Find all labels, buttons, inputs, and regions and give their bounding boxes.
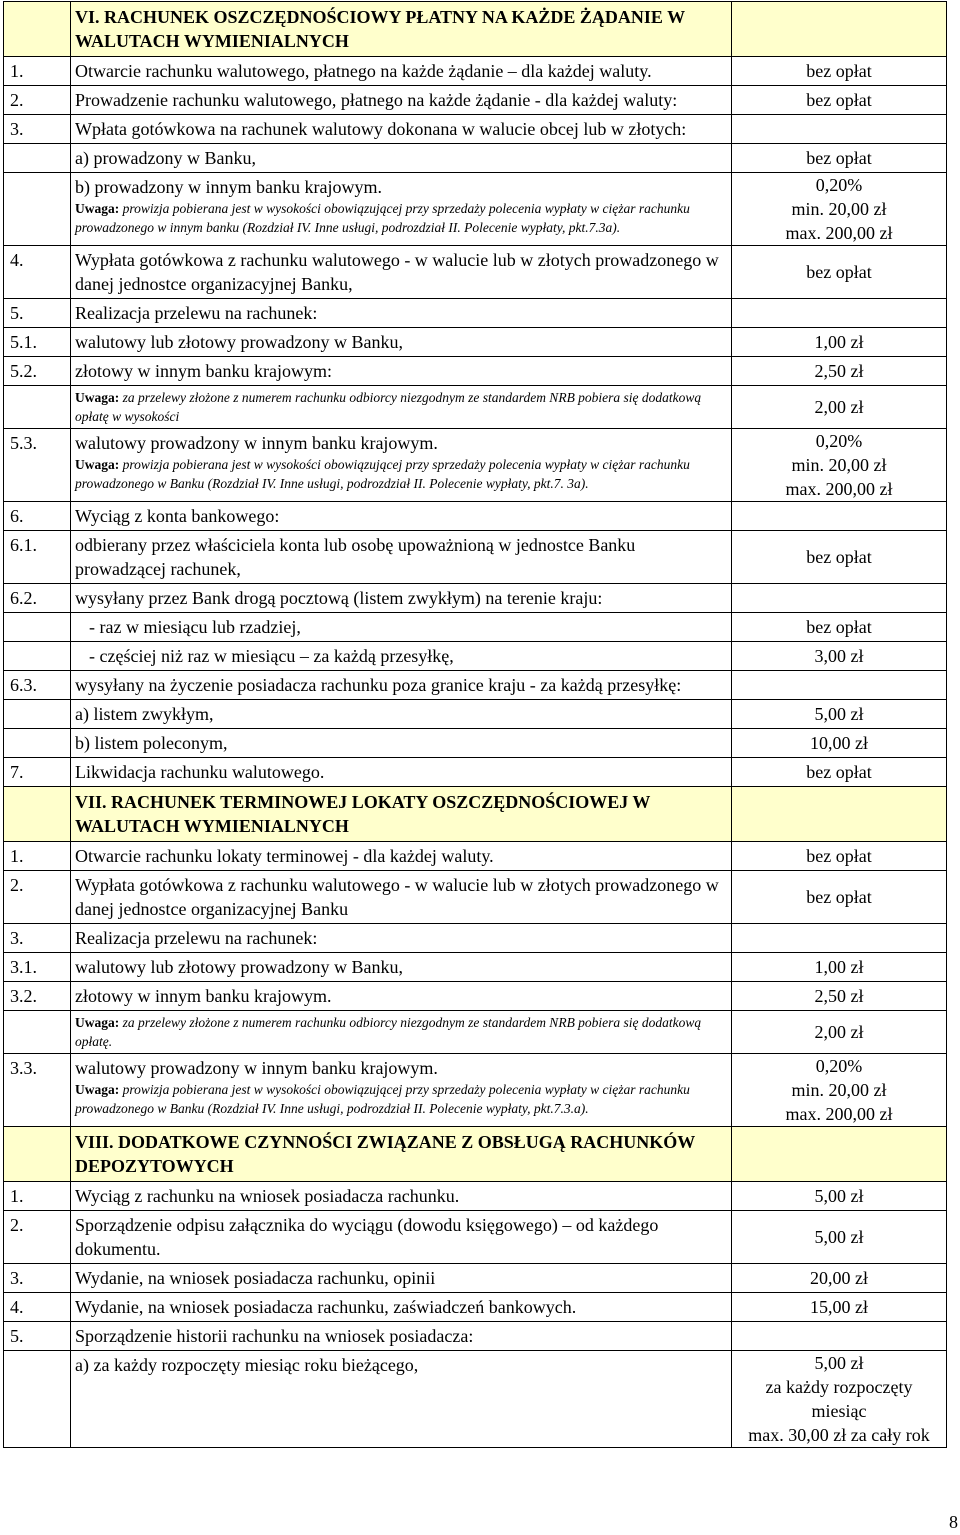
row-fee: [732, 787, 947, 842]
note-label: Uwaga:: [75, 1082, 120, 1097]
table-row: [4, 57, 947, 86]
table-row: [4, 982, 947, 1011]
row-number: 6.1.: [4, 531, 71, 584]
row-description: [71, 758, 732, 787]
fee-line: bez opłat: [806, 846, 872, 866]
table-row: [4, 1182, 947, 1211]
row-description: [71, 871, 732, 924]
row-number: 7.: [4, 758, 71, 787]
row-description: [71, 1182, 732, 1211]
row-fee: [732, 328, 947, 357]
table-row: [4, 531, 947, 584]
row-description: [71, 1264, 732, 1293]
row-fee: [732, 246, 947, 299]
row-fee: [732, 700, 947, 729]
note-body: za przelewy złożone z numerem rachunku odbiorcy niezgodnym ze standardem NRB pobiera się dodatkową opłatę w wysokości: [75, 390, 702, 424]
row-number: 5.: [4, 299, 71, 328]
row-number: 3.1.: [4, 953, 71, 982]
row-number: [4, 613, 71, 642]
description-text: walutowy lub złotowy prowadzony w Banku,: [75, 957, 403, 977]
row-description: [71, 173, 732, 246]
fee-line: max. 200,00 zł: [785, 223, 893, 243]
row-number: 2.: [4, 86, 71, 115]
fee-line: 0,20%: [815, 431, 863, 451]
row-number: 5.2.: [4, 357, 71, 386]
row-description: [71, 115, 732, 144]
table-row: [4, 299, 947, 328]
row-fee: [732, 953, 947, 982]
row-fee: [732, 1011, 947, 1054]
row-fee: [732, 357, 947, 386]
row-description: [71, 299, 732, 328]
row-description: [71, 531, 732, 584]
fee-line: 5,00 zł: [814, 1186, 864, 1206]
description-text: Sporządzenie historii rachunku na wniosek posiadacza:: [75, 1326, 474, 1346]
row-description: [71, 328, 732, 357]
row-fee: [732, 758, 947, 787]
fee-line: za każdy rozpoczęty miesiąc: [765, 1377, 913, 1421]
row-fee: [732, 729, 947, 758]
table-row: [4, 1054, 947, 1127]
table-row: [4, 1351, 947, 1448]
row-fee: [732, 173, 947, 246]
table-row: [4, 1293, 947, 1322]
description-text: - raz w miesiącu lub rzadziej,: [89, 617, 301, 637]
row-fee: [732, 299, 947, 328]
description-text: VII. RACHUNEK TERMINOWEJ LOKATY OSZCZĘDNOŚCIOWEJ W WALUTACH WYMIENIALNYCH: [75, 792, 651, 836]
row-description: [71, 842, 732, 871]
table-row: [4, 729, 947, 758]
note-label: Uwaga:: [75, 1015, 120, 1030]
row-number: 2.: [4, 871, 71, 924]
row-number: 1.: [4, 1182, 71, 1211]
row-number: 6.2.: [4, 584, 71, 613]
row-description: [71, 700, 732, 729]
row-number: [4, 700, 71, 729]
row-fee: [732, 57, 947, 86]
note-body: prowizja pobierana jest w wysokości obowiązującej przy sprzedaży polecenia wypłaty w ciężar rachunku prowadzonego w innym banku (Rozdział IV. Inne usługi, podrozdział II. Polecenie wypłaty, pkt.7.3a).: [75, 201, 690, 235]
fee-line: 1,00 zł: [814, 332, 864, 352]
row-number: 6.3.: [4, 671, 71, 700]
table-row: [4, 1011, 947, 1054]
row-fee: [732, 502, 947, 531]
row-number: [4, 1011, 71, 1054]
description-text: Realizacja przelewu na rachunek:: [75, 303, 318, 323]
note-label: Uwaga:: [75, 201, 120, 216]
row-description: [71, 671, 732, 700]
row-description: [71, 953, 732, 982]
description-text: Wydanie, na wniosek posiadacza rachunku, zaświadczeń bankowych.: [75, 1297, 577, 1317]
description-text: walutowy prowadzony w innym banku krajowym.: [75, 1058, 438, 1078]
row-number: 3.: [4, 1264, 71, 1293]
table-row: [4, 613, 947, 642]
description-text: VIII. DODATKOWE CZYNNOŚCI ZWIĄZANE Z OBSŁUGĄ RACHUNKÓW DEPOZYTOWYCH: [75, 1132, 695, 1176]
description-text: walutowy lub złotowy prowadzony w Banku,: [75, 332, 403, 352]
row-fee: [732, 115, 947, 144]
fee-line: 1,00 zł: [814, 957, 864, 977]
description-text: Wypłata gotówkowa z rachunku walutowego - w walucie lub w złotych prowadzonego w danej jednostce organizacyjnej Banku,: [75, 250, 719, 294]
row-number: [4, 1351, 71, 1448]
row-number: [4, 386, 71, 429]
section-title: [71, 1127, 732, 1182]
description-text: a) za każdy rozpoczęty miesiąc roku bieżącego,: [75, 1355, 419, 1375]
description-text: Wyciąg z konta bankowego:: [75, 506, 280, 526]
row-number: 2.: [4, 1211, 71, 1264]
row-description: [71, 982, 732, 1011]
description-text: b) prowadzony w innym banku krajowym.: [75, 177, 382, 197]
fee-line: 2,50 zł: [814, 986, 864, 1006]
table-row: [4, 1211, 947, 1264]
description-text: Prowadzenie rachunku walutowego, płatnego na każde żądanie - dla każdej waluty:: [75, 90, 678, 110]
row-fee: [732, 871, 947, 924]
table-row: [4, 429, 947, 502]
row-number: [4, 144, 71, 173]
row-description: [71, 502, 732, 531]
fee-line: max. 200,00 zł: [785, 1104, 893, 1124]
table-row: [4, 115, 947, 144]
fee-line: bez opłat: [806, 762, 872, 782]
row-number: 4.: [4, 1293, 71, 1322]
table-row: [4, 328, 947, 357]
fee-line: bez opłat: [806, 617, 872, 637]
row-fee: [732, 386, 947, 429]
section-title: [71, 2, 732, 57]
description-text: Wpłata gotówkowa na rachunek walutowy dokonana w walucie obcej lub w złotych:: [75, 119, 687, 139]
row-fee: [732, 2, 947, 57]
row-description: [71, 429, 732, 502]
table-row: [4, 246, 947, 299]
table-row: [4, 386, 947, 429]
note-label: Uwaga:: [75, 390, 120, 405]
row-number: [4, 729, 71, 758]
row-description: [71, 642, 732, 671]
table-row: [4, 671, 947, 700]
row-number: 3.: [4, 115, 71, 144]
fee-line: 0,20%: [815, 175, 863, 195]
note-text: [75, 455, 727, 493]
description-text: a) prowadzony w Banku,: [75, 148, 256, 168]
description-text: Wyciąg z rachunku na wniosek posiadacza rachunku.: [75, 1186, 460, 1206]
description-text: Wydanie, na wniosek posiadacza rachunku, opinii: [75, 1268, 436, 1288]
row-fee: [732, 982, 947, 1011]
fee-line: min. 20,00 zł: [791, 199, 887, 219]
note-text: [75, 388, 727, 426]
fee-line: bez opłat: [806, 547, 872, 567]
table-row: [4, 173, 947, 246]
fee-line: bez opłat: [806, 148, 872, 168]
row-fee: [732, 1054, 947, 1127]
row-fee: [732, 924, 947, 953]
description-text: Sporządzenie odpisu załącznika do wyciągu (dowodu księgowego) – od każdego dokumentu.: [75, 1215, 659, 1259]
description-text: Realizacja przelewu na rachunek:: [75, 928, 318, 948]
description-text: odbierany przez właściciela konta lub osobę upoważnioną w jednostce Banku prowadzącej rachunek,: [75, 535, 636, 579]
table-row: [4, 758, 947, 787]
note-body: prowizja pobierana jest w wysokości obowiązującej przy sprzedaży polecenia wypłaty w ciężar rachunku prowadzonego w Banku (Rozdział IV. Inne usługi, podrozdział II. Polecenie wypłaty, pkt.7. 3a).: [75, 457, 690, 491]
row-description: [71, 144, 732, 173]
note-text: [75, 1013, 727, 1051]
row-fee: [732, 1322, 947, 1351]
section-header-row: [4, 787, 947, 842]
page-number: 8: [949, 1512, 958, 1532]
table-row: [4, 1264, 947, 1293]
description-text: VI. RACHUNEK OSZCZĘDNOŚCIOWY PŁATNY NA KAŻDE ŻĄDANIE W WALUTACH WYMIENIALNYCH: [75, 7, 685, 51]
row-number: 3.: [4, 924, 71, 953]
table-row: [4, 584, 947, 613]
fee-line: 2,00 zł: [814, 1022, 864, 1042]
description-text: Likwidacja rachunku walutowego.: [75, 762, 325, 782]
row-description: [71, 86, 732, 115]
row-description: [71, 1011, 732, 1054]
table-row: [4, 953, 947, 982]
row-fee: [732, 671, 947, 700]
row-description: [71, 924, 732, 953]
row-fee: [732, 86, 947, 115]
row-number: 1.: [4, 842, 71, 871]
fee-line: 5,00 zł: [814, 1227, 864, 1247]
row-number: [4, 173, 71, 246]
table-row: [4, 502, 947, 531]
table-row: [4, 842, 947, 871]
row-fee: [732, 613, 947, 642]
row-number: [4, 642, 71, 671]
row-description: [71, 1293, 732, 1322]
row-description: [71, 1322, 732, 1351]
fee-line: 3,00 zł: [814, 646, 864, 666]
row-number: [4, 2, 71, 57]
row-number: 6.: [4, 502, 71, 531]
row-fee: [732, 429, 947, 502]
fee-line: max. 30,00 zł za cały rok: [748, 1425, 930, 1445]
table-row: [4, 144, 947, 173]
row-fee: [732, 1264, 947, 1293]
row-description: [71, 1351, 732, 1448]
fee-line: bez opłat: [806, 887, 872, 907]
table-row: [4, 357, 947, 386]
fee-line: min. 20,00 zł: [791, 455, 887, 475]
fee-line: bez opłat: [806, 262, 872, 282]
note-text: [75, 199, 727, 237]
row-description: [71, 357, 732, 386]
row-description: [71, 57, 732, 86]
section-header-row: [4, 1127, 947, 1182]
description-text: Wypłata gotówkowa z rachunku walutowego - w walucie lub w złotych prowadzonego w danej jednostce organizacyjnej Banku: [75, 875, 719, 919]
description-text: wysyłany na życzenie posiadacza rachunku poza granice kraju - za każdą przesyłkę:: [75, 675, 682, 695]
row-number: 4.: [4, 246, 71, 299]
row-fee: [732, 144, 947, 173]
table-row: [4, 700, 947, 729]
row-description: [71, 729, 732, 758]
table-row: [4, 86, 947, 115]
row-fee: [732, 531, 947, 584]
fee-line: 0,20%: [815, 1056, 863, 1076]
row-fee: [732, 584, 947, 613]
row-description: [71, 613, 732, 642]
description-text: wysyłany przez Bank drogą pocztową (listem zwykłym) na terenie kraju:: [75, 588, 603, 608]
row-number: 5.3.: [4, 429, 71, 502]
row-number: [4, 1127, 71, 1182]
fee-line: 20,00 zł: [810, 1268, 868, 1288]
row-number: 1.: [4, 57, 71, 86]
description-text: a) listem zwykłym,: [75, 704, 214, 724]
fee-line: 5,00 zł: [814, 1353, 864, 1373]
description-text: złotowy w innym banku krajowym:: [75, 361, 332, 381]
fee-line: bez opłat: [806, 90, 872, 110]
row-number: [4, 787, 71, 842]
table-row: [4, 1322, 947, 1351]
description-text: Otwarcie rachunku walutowego, płatnego na każde żądanie – dla każdej waluty.: [75, 61, 652, 81]
fee-line: max. 200,00 zł: [785, 479, 893, 499]
row-number: 5.1.: [4, 328, 71, 357]
fee-line: bez opłat: [806, 61, 872, 81]
note-body: prowizja pobierana jest w wysokości obowiązującej przy sprzedaży polecenia wypłaty w ciężar rachunku prowadzonego w Banku (Rozdział IV. Inne usługi, podrozdział II. Polecenie wypłaty, pkt.7.3.a).: [75, 1082, 690, 1116]
row-description: [71, 246, 732, 299]
description-text: Otwarcie rachunku lokaty terminowej - dla każdej waluty.: [75, 846, 494, 866]
table-row: [4, 924, 947, 953]
section-title: [71, 787, 732, 842]
row-description: [71, 1054, 732, 1127]
fee-line: min. 20,00 zł: [791, 1080, 887, 1100]
fee-line: 15,00 zł: [810, 1297, 868, 1317]
row-description: [71, 1211, 732, 1264]
description-text: b) listem poleconym,: [75, 733, 228, 753]
row-fee: [732, 1211, 947, 1264]
row-fee: [732, 842, 947, 871]
fee-table: [3, 1, 947, 1448]
table-row: [4, 642, 947, 671]
description-text: walutowy prowadzony w innym banku krajowym.: [75, 433, 438, 453]
row-number: 3.3.: [4, 1054, 71, 1127]
row-number: 3.2.: [4, 982, 71, 1011]
row-fee: [732, 642, 947, 671]
fee-line: 2,50 zł: [814, 361, 864, 381]
row-number: 5.: [4, 1322, 71, 1351]
row-fee: [732, 1293, 947, 1322]
note-body: za przelewy złożone z numerem rachunku odbiorcy niezgodnym ze standardem NRB pobiera się dodatkową opłatę.: [75, 1015, 702, 1049]
section-header-row: [4, 2, 947, 57]
description-text: złotowy w innym banku krajowym.: [75, 986, 332, 1006]
row-fee: [732, 1351, 947, 1448]
note-label: Uwaga:: [75, 457, 120, 472]
row-fee: [732, 1182, 947, 1211]
description-text: - częściej niż raz w miesiącu – za każdą przesyłkę,: [89, 646, 454, 666]
row-fee: [732, 1127, 947, 1182]
row-description: [71, 584, 732, 613]
row-description: [71, 386, 732, 429]
fee-line: 2,00 zł: [814, 397, 864, 417]
fee-line: 5,00 zł: [814, 704, 864, 724]
table-row: [4, 871, 947, 924]
note-text: [75, 1080, 727, 1118]
fee-line: 10,00 zł: [810, 733, 868, 753]
